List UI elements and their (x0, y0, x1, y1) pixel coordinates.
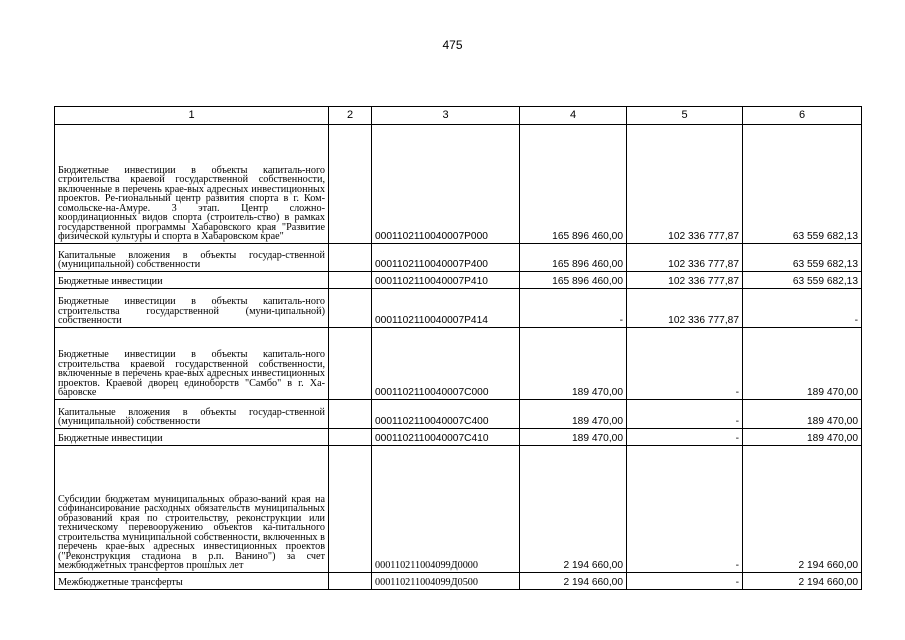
row-value-4: 2 194 660,00 (520, 446, 627, 573)
table-row (55, 446, 862, 573)
row-name: Бюджетные инвестиции в объекты капиталь-ного строительства краевой государственной собственности, включенные в перечень крае-вых адресных инвестиционных проектов. Краевой дворец единоборств "Самбо" в г. Ха-баровске (55, 328, 329, 400)
row-value-4: 2 194 660,00 (520, 573, 627, 590)
row-col2 (329, 272, 372, 289)
row-name: Капитальные вложения в объекты государ-ственной (муниципальной) собственности (55, 244, 329, 272)
row-value-6: 2 194 660,00 (743, 573, 862, 590)
page-number: 475 (442, 38, 463, 52)
row-value-6: 63 559 682,13 (743, 244, 862, 272)
column-header: 2 (329, 107, 372, 125)
row-value-5: 102 336 777,87 (627, 244, 743, 272)
table-row (55, 429, 862, 446)
row-code: 000110211004099Д0500 (372, 573, 520, 590)
row-value-5: - (627, 573, 743, 590)
row-col2 (329, 446, 372, 573)
row-value-4: 189 470,00 (520, 429, 627, 446)
row-name: Бюджетные инвестиции (55, 272, 329, 289)
column-header: 3 (372, 107, 520, 125)
row-value-5: - (627, 429, 743, 446)
row-name: Бюджетные инвестиции (55, 429, 329, 446)
row-col2 (329, 244, 372, 272)
row-value-4: 189 470,00 (520, 328, 627, 400)
row-col2 (329, 573, 372, 590)
row-code: 0001102110040007P414 (372, 289, 520, 328)
row-value-5: - (627, 446, 743, 573)
row-value-5: - (627, 400, 743, 429)
row-value-6: 63 559 682,13 (743, 125, 862, 244)
row-value-6: 189 470,00 (743, 400, 862, 429)
table-row (55, 400, 862, 429)
row-col2 (329, 125, 372, 244)
row-code: 0001102110040007P000 (372, 125, 520, 244)
column-header: 5 (627, 107, 743, 125)
row-value-6: 2 194 660,00 (743, 446, 862, 573)
row-value-6: 189 470,00 (743, 429, 862, 446)
row-name: Капитальные вложения в объекты государ-ственной (муниципальной) собственности (55, 400, 329, 429)
row-value-4: - (520, 289, 627, 328)
row-code: 000110211004099Д0000 (372, 446, 520, 573)
row-col2 (329, 289, 372, 328)
row-value-4: 165 896 460,00 (520, 125, 627, 244)
row-code: 0001102110040007P400 (372, 244, 520, 272)
row-value-6: - (743, 289, 862, 328)
table-header-row (55, 107, 862, 125)
budget-table (54, 106, 862, 590)
row-value-6: 189 470,00 (743, 328, 862, 400)
table-row (55, 573, 862, 590)
row-name: Межбюджетные трансферты (55, 573, 329, 590)
column-header: 4 (520, 107, 627, 125)
column-header: 1 (55, 107, 329, 125)
row-value-5: - (627, 328, 743, 400)
row-col2 (329, 328, 372, 400)
row-value-5: 102 336 777,87 (627, 289, 743, 328)
table-row (55, 289, 862, 328)
row-code: 0001102110040007C000 (372, 328, 520, 400)
row-col2 (329, 429, 372, 446)
column-header: 6 (743, 107, 862, 125)
table-row (55, 125, 862, 244)
row-name: Бюджетные инвестиции в объекты капиталь-ного строительства государственной (муни-ципальной) собственности (55, 289, 329, 328)
row-value-5: 102 336 777,87 (627, 272, 743, 289)
row-value-4: 165 896 460,00 (520, 272, 627, 289)
table-row (55, 244, 862, 272)
table-row (55, 272, 862, 289)
row-code: 0001102110040007C410 (372, 429, 520, 446)
row-value-4: 165 896 460,00 (520, 244, 627, 272)
table-row (55, 328, 862, 400)
row-code: 0001102110040007P410 (372, 272, 520, 289)
row-value-4: 189 470,00 (520, 400, 627, 429)
row-code: 0001102110040007C400 (372, 400, 520, 429)
row-name: Бюджетные инвестиции в объекты капиталь-ного строительства краевой государственной собственности, включенные в перечень крае-вых адресных инвестиционных проектов. Ре-гиональный центр развития спорта в г. Ком-сомольске-на-Амуре. 3 этап. Центр сложно-координационных видов спорта (строитель-ство) в рамках государственной программы Хабаровского края "Развитие физической культуры и спорта в Хабаровском крае" (55, 125, 329, 244)
row-value-6: 63 559 682,13 (743, 272, 862, 289)
row-name: Субсидии бюджетам муниципальных образо-ваний края на софинансирование расходных обязательств муниципальных образований края по строительству, реконструкции или техническому перевооружению объектов ка-питального строительства муниципальной собственности, включенных в перечень крае-вых адресных инвестиционных проектов ("Реконструкция стадиона в р.п. Ванино") за счет межбюджетных трансфертов прошлых лет (55, 446, 329, 573)
row-col2 (329, 400, 372, 429)
row-value-5: 102 336 777,87 (627, 125, 743, 244)
